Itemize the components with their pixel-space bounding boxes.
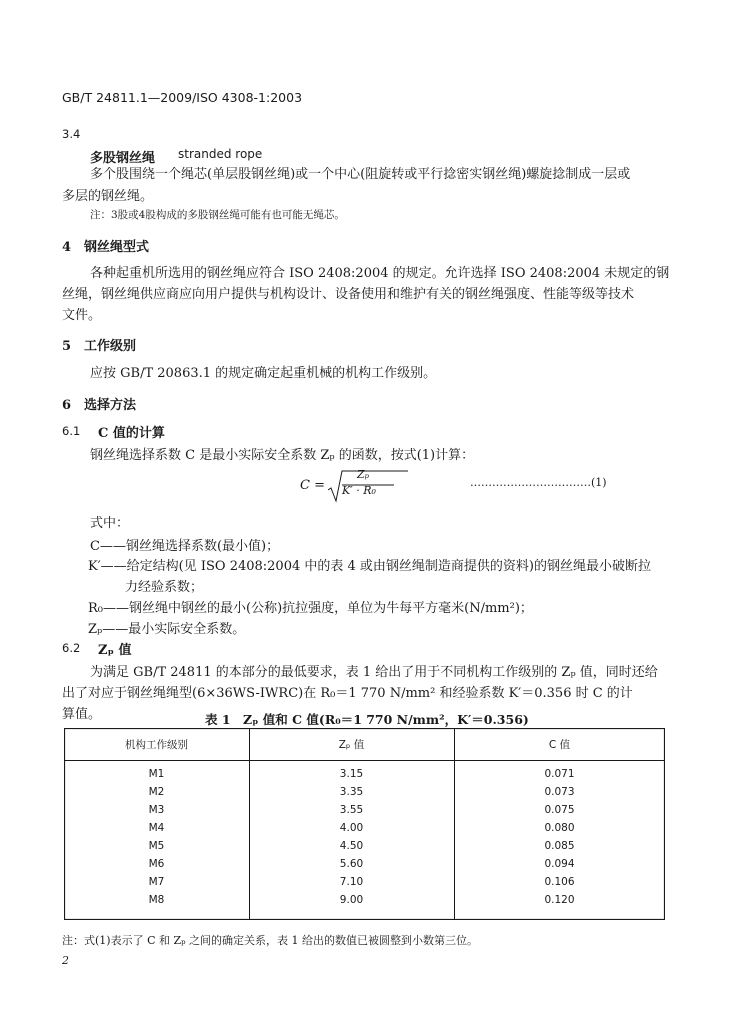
table-cell: M7 bbox=[148, 876, 165, 888]
section-6-2-line-3: 算值。 bbox=[62, 707, 102, 722]
definition-note: 注：3股或4股构成的多股钢丝绳可能有也可能无绳芯。 bbox=[90, 209, 345, 221]
table-cell: 9.00 bbox=[339, 894, 364, 906]
table-header-level: 机构工作级别 bbox=[125, 739, 188, 751]
table-cell: 3.55 bbox=[339, 804, 364, 816]
table-cell: 0.120 bbox=[544, 894, 575, 906]
table-caption: 表 1 Zₚ 值和 C 值(R₀＝1 770 N/mm²，K′＝0.356) bbox=[205, 712, 529, 727]
table-cell: M2 bbox=[148, 786, 165, 798]
definition-r0: R₀——钢丝绳中钢丝的最小(公称)抗拉强度，单位为牛每平方毫米(N/mm²)； bbox=[88, 601, 533, 616]
definition-zp: Zₚ——最小实际安全系数。 bbox=[88, 622, 246, 637]
table-cell: 3.35 bbox=[339, 786, 364, 798]
formula-denominator: K′ · R₀ bbox=[342, 484, 376, 497]
table-cell: 4.00 bbox=[339, 822, 364, 834]
section-6-1-line-1: 钢丝绳选择系数 C 是最小实际安全系数 Zₚ 的函数，按式(1)计算： bbox=[90, 448, 475, 463]
equation-label: ……………………………(1) bbox=[470, 476, 607, 489]
section-6-2-number: 6.2 bbox=[62, 641, 81, 655]
term-english: stranded rope bbox=[178, 147, 263, 161]
table-cell: 0.080 bbox=[544, 822, 575, 834]
section-5-heading: 5 工作级别 bbox=[62, 339, 137, 354]
section-4-line-2: 丝绳，钢丝绳供应商应向用户提供与机构设计、设备使用和维护有关的钢丝绳强度、性能等级等技术 bbox=[62, 287, 635, 302]
table-cell: 0.085 bbox=[544, 840, 575, 852]
table-cell: 0.106 bbox=[544, 876, 575, 888]
formula-1 bbox=[300, 468, 410, 504]
section-6-1-title: C 值的计算 bbox=[98, 426, 165, 441]
section-6-2-line-1: 为满足 GB/T 24811 的本部分的最低要求，表 1 给出了用于不同机构工作级别的 Zₚ 值，同时还给 bbox=[90, 665, 658, 680]
table-cell: M5 bbox=[148, 840, 165, 852]
table-1 bbox=[64, 728, 665, 920]
page-number: 2 bbox=[62, 954, 69, 967]
table-footnote: 注：式(1)表示了 C 和 Zₚ 之间的确定关系，表 1 给出的数值已被圆整到小数第三位。 bbox=[62, 934, 479, 947]
table-header-c: C 值 bbox=[548, 739, 571, 751]
definition-line-2: 多层的钢丝绳。 bbox=[62, 189, 154, 204]
formula-lhs: C = bbox=[300, 478, 325, 493]
definition-k-line-2: 力经验系数； bbox=[125, 580, 204, 595]
formula-numerator: Zₚ bbox=[357, 468, 370, 481]
table-cell: M1 bbox=[148, 768, 165, 780]
term-chinese: 多股钢丝绳 bbox=[90, 151, 156, 166]
section-3-4-number: 3.4 bbox=[62, 127, 81, 141]
table-cell: 0.094 bbox=[544, 858, 575, 870]
table-cell: 4.50 bbox=[339, 840, 364, 852]
table-cell: M6 bbox=[148, 858, 165, 870]
standard-header: GB/T 24811.1—2009/ISO 4308-1:2003 bbox=[62, 90, 303, 105]
table-cell: 5.60 bbox=[339, 858, 364, 870]
section-6-2-title: Zₚ 值 bbox=[98, 643, 132, 658]
table-cell: 0.073 bbox=[544, 786, 575, 798]
definition-c: C——钢丝绳选择系数(最小值)； bbox=[90, 539, 280, 554]
table-header-zp: Zₚ 值 bbox=[338, 739, 365, 751]
definition-line-1: 多个股围绕一个绳芯(单层股钢丝绳)或一个中心(阻旋转或平行捻密实钢丝绳)螺旋捻制成一层或 bbox=[90, 167, 631, 182]
section-6-1-number: 6.1 bbox=[62, 424, 81, 438]
table-cell: M8 bbox=[148, 894, 165, 906]
table-cell: M3 bbox=[148, 804, 165, 816]
definition-k-line-1: K′——给定结构(见 ISO 2408:2004 中的表 4 或由钢丝绳制造商提供的资料)的钢丝绳最小破断拉 bbox=[88, 559, 651, 574]
table-cell: M4 bbox=[148, 822, 165, 834]
section-4-heading: 4 钢丝绳型式 bbox=[62, 240, 150, 255]
section-4-line-1: 各种起重机所选用的钢丝绳应符合 ISO 2408:2004 的规定。允许选择 ISO 2408:2004 未规定的钢 bbox=[90, 266, 670, 281]
table-cell: 0.071 bbox=[544, 768, 575, 780]
section-4-line-3: 文件。 bbox=[62, 308, 102, 323]
section-6-heading: 6 选择方法 bbox=[62, 398, 137, 413]
section-6-2-line-2: 出了对应于钢丝绳绳型(6×36WS-IWRC)在 R₀＝1 770 N/mm² 和经验系数 K′＝0.356 时 C 的计 bbox=[62, 686, 633, 701]
table-cell: 0.075 bbox=[544, 804, 575, 816]
where-label: 式中： bbox=[90, 516, 130, 531]
table-cell: 3.15 bbox=[339, 768, 364, 780]
table-cell: 7.10 bbox=[339, 876, 364, 888]
section-5-line-1: 应按 GB/T 20863.1 的规定确定起重机械的机构工作级别。 bbox=[90, 366, 437, 381]
